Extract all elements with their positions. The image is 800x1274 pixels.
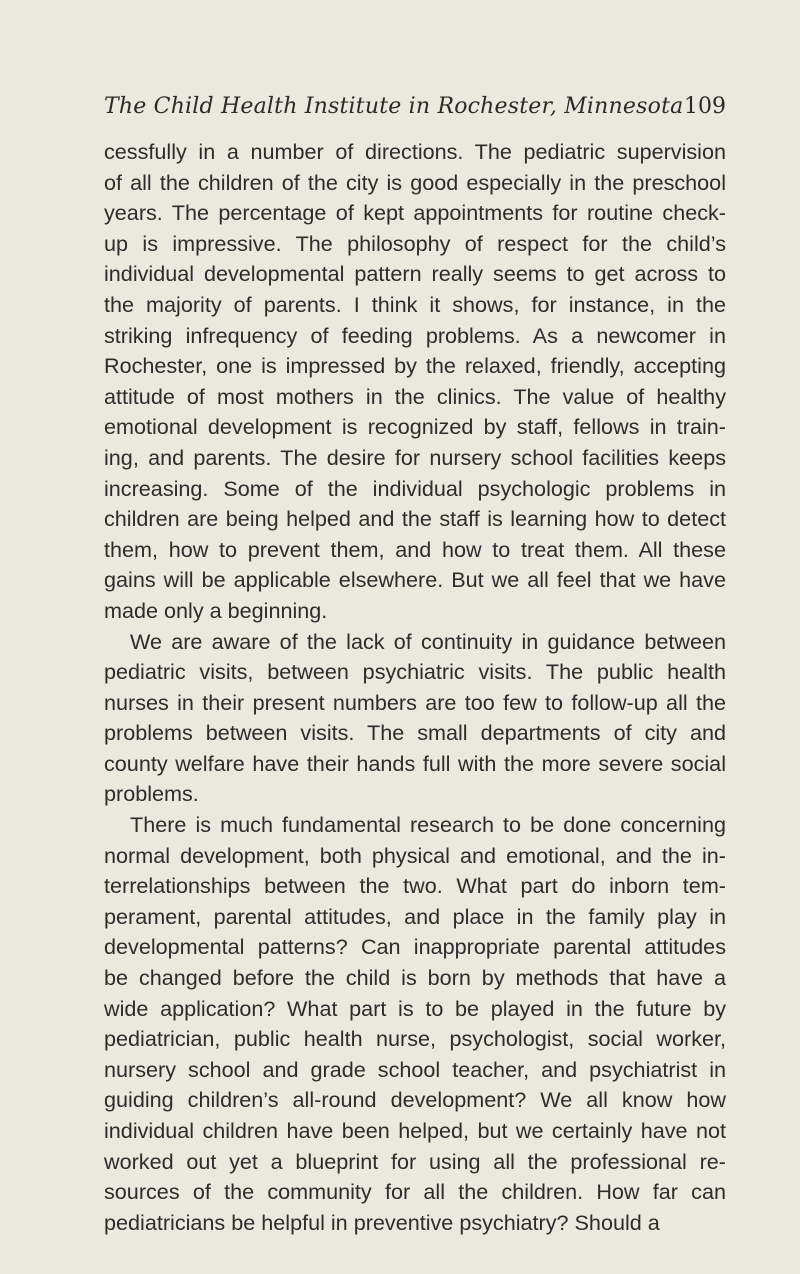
- text-line: them, how to prevent them, and how to treat them. All these: [104, 536, 726, 562]
- text-line: wide application? What part is to be played in the future by: [104, 995, 726, 1021]
- text-line: Rochester, one is impressed by the relaxed, friendly, accepting: [104, 353, 726, 379]
- text-line: problems between visits. The small departments of city and: [104, 720, 726, 746]
- text-line: of all the children of the city is good especially in the preschool: [104, 169, 726, 195]
- text-line: We are aware of the lack of continuity in guidance between: [130, 628, 726, 654]
- text-line: individual developmental pattern really seems to get across to: [104, 261, 726, 287]
- text-line: nursery school and grade school teacher, and psychiatrist in: [104, 1056, 726, 1082]
- text-line: individual children have been helped, but we certainly have not: [104, 1118, 726, 1143]
- text-line: normal development, both physical and emotional, and the in-: [104, 842, 726, 868]
- text-line: terrelationships between the two. What part do inborn tem-: [104, 873, 726, 899]
- text-line: problems.: [104, 781, 199, 807]
- text-line: striking infrequency of feeding problems. As a newcomer in: [104, 322, 726, 348]
- text-line: children are being helped and the staff is learning how to detect: [104, 506, 726, 532]
- text-line: sources of the community for all the children. How far can: [104, 1179, 726, 1205]
- text-line: increasing. Some of the individual psychologic problems in: [104, 475, 726, 501]
- text-line: developmental patterns? Can inappropriate parental attitudes: [104, 934, 726, 960]
- text-line: worked out yet a blueprint for using all the professional re-: [104, 1148, 726, 1174]
- text-line: gains will be applicable elsewhere. But we all feel that we have: [104, 567, 726, 593]
- text-line: ing, and parents. The desire for nursery school facilities keeps: [104, 444, 726, 470]
- text-line: made only a beginning.: [104, 597, 328, 623]
- paragraph: [104, 810, 726, 1238]
- running-title: The Child Health Institute in Rochester, Minnesota: [104, 94, 684, 119]
- text-line: pediatricians be helpful in preventive psychiatry? Should a: [104, 1209, 660, 1235]
- text-line: pediatric visits, between psychiatric visits. The public health: [104, 659, 726, 685]
- running-header: [104, 92, 726, 126]
- text-line: pediatrician, public health nurse, psychologist, social worker,: [104, 1026, 726, 1052]
- text-line: guiding children’s all-round development? We all know how: [104, 1087, 726, 1113]
- body-text: [104, 137, 726, 1238]
- text-line: emotional development is recognized by staff, fellows in train-: [104, 414, 726, 440]
- text-line: There is much fundamental research to be done concerning: [130, 812, 726, 838]
- text-line: be changed before the child is born by methods that have a: [104, 965, 726, 991]
- text-line: nurses in their present numbers are too few to follow-up all the: [104, 689, 726, 715]
- text-line: attitude of most mothers in the clinics. The value of healthy: [104, 383, 726, 409]
- text-line: years. The percentage of kept appointments for routine check-: [104, 200, 726, 226]
- text-line: perament, parental attitudes, and place in the family play in: [104, 903, 726, 929]
- page-number: 109: [684, 94, 726, 119]
- text-line: up is impressive. The philosophy of respect for the child’s: [104, 230, 726, 256]
- text-line: the majority of parents. I think it shows, for instance, in the: [104, 291, 726, 317]
- paragraph: [104, 627, 726, 811]
- text-line: county welfare have their hands full with the more severe social: [104, 750, 726, 776]
- paragraph: [104, 137, 726, 627]
- text-line: cessfully in a number of directions. The pediatric supervision: [104, 139, 726, 164]
